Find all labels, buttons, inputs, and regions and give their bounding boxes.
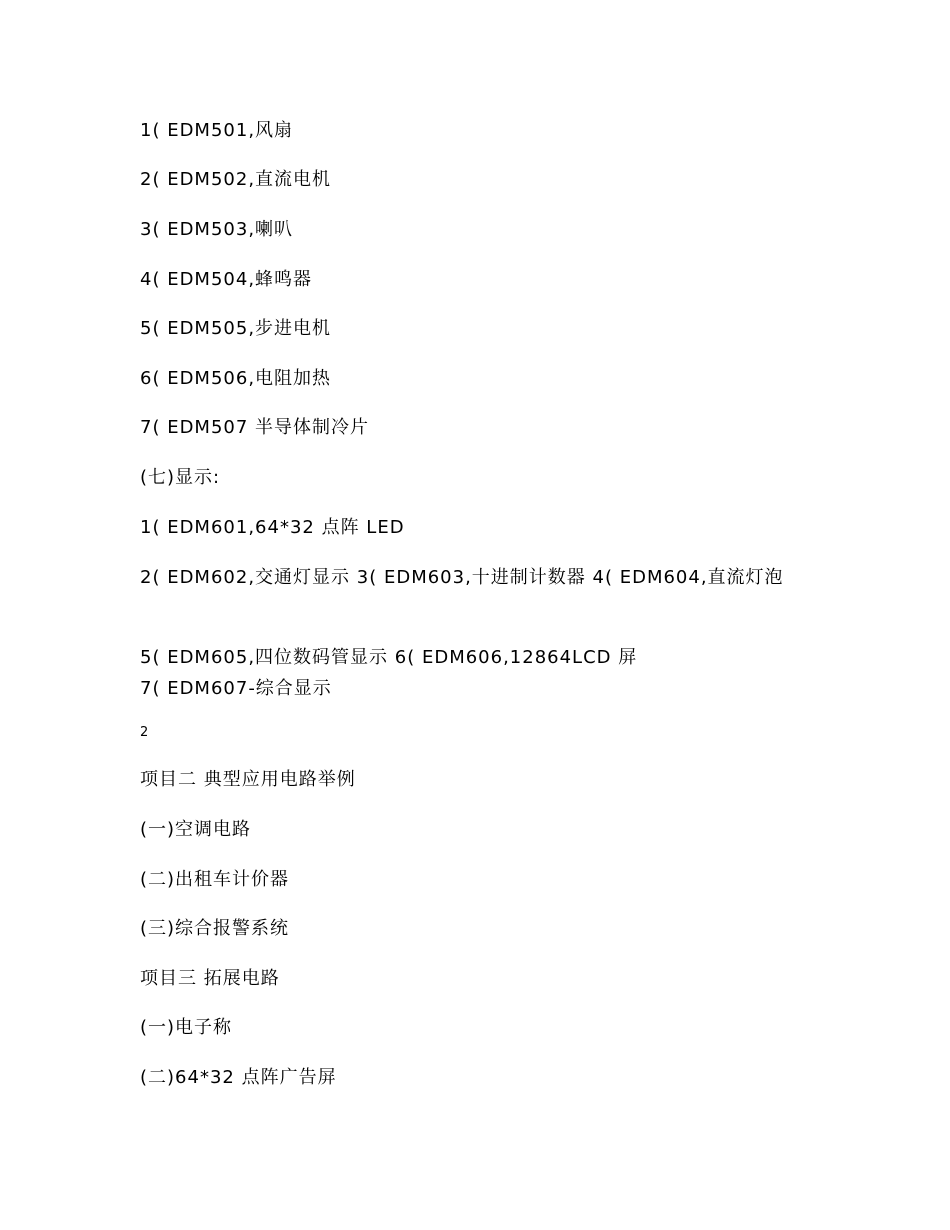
list-item-edm506: 6( EDM506,电阻加热 — [140, 368, 332, 389]
list-item-edm607: 7( EDM607-综合显示 — [140, 678, 332, 699]
list-item-edm505: 5( EDM505,步进电机 — [140, 318, 332, 339]
list-item-electronic-scale: (一)电子称 — [140, 1017, 233, 1038]
list-item-alarm-system: (三)综合报警系统 — [140, 918, 290, 939]
list-item-air-conditioner: (一)空调电路 — [140, 819, 252, 840]
section-heading-display: (七)显示: — [140, 467, 221, 488]
list-item-edm504: 4( EDM504,蜂鸣器 — [140, 269, 313, 290]
list-item-edm602-604: 2( EDM602,交通灯显示 3( EDM603,十进制计数器 4( EDM604,直流灯泡 — [140, 567, 784, 588]
list-item-edm605-606: 5( EDM605,四位数码管显示 6( EDM606,12864LCD 屏 — [140, 647, 638, 668]
list-item-edm507: 7( EDM507 半导体制冷片 — [140, 417, 370, 438]
list-item-dot-matrix-ad-screen: (二)64*32 点阵广告屏 — [140, 1067, 337, 1088]
list-item-taxi-meter: (二)出租车计价器 — [140, 869, 290, 890]
list-item-edm501: 1( EDM501,风扇 — [140, 120, 294, 141]
list-item-edm502: 2( EDM502,直流电机 — [140, 169, 332, 190]
section-title-project-three: 项目三 拓展电路 — [140, 968, 280, 989]
section-title-project-two: 项目二 典型应用电路举例 — [140, 769, 356, 790]
list-item-edm601: 1( EDM601,64*32 点阵 LED — [140, 517, 405, 538]
list-item-edm503: 3( EDM503,喇叭 — [140, 219, 294, 240]
page-number: 2 — [140, 725, 149, 740]
